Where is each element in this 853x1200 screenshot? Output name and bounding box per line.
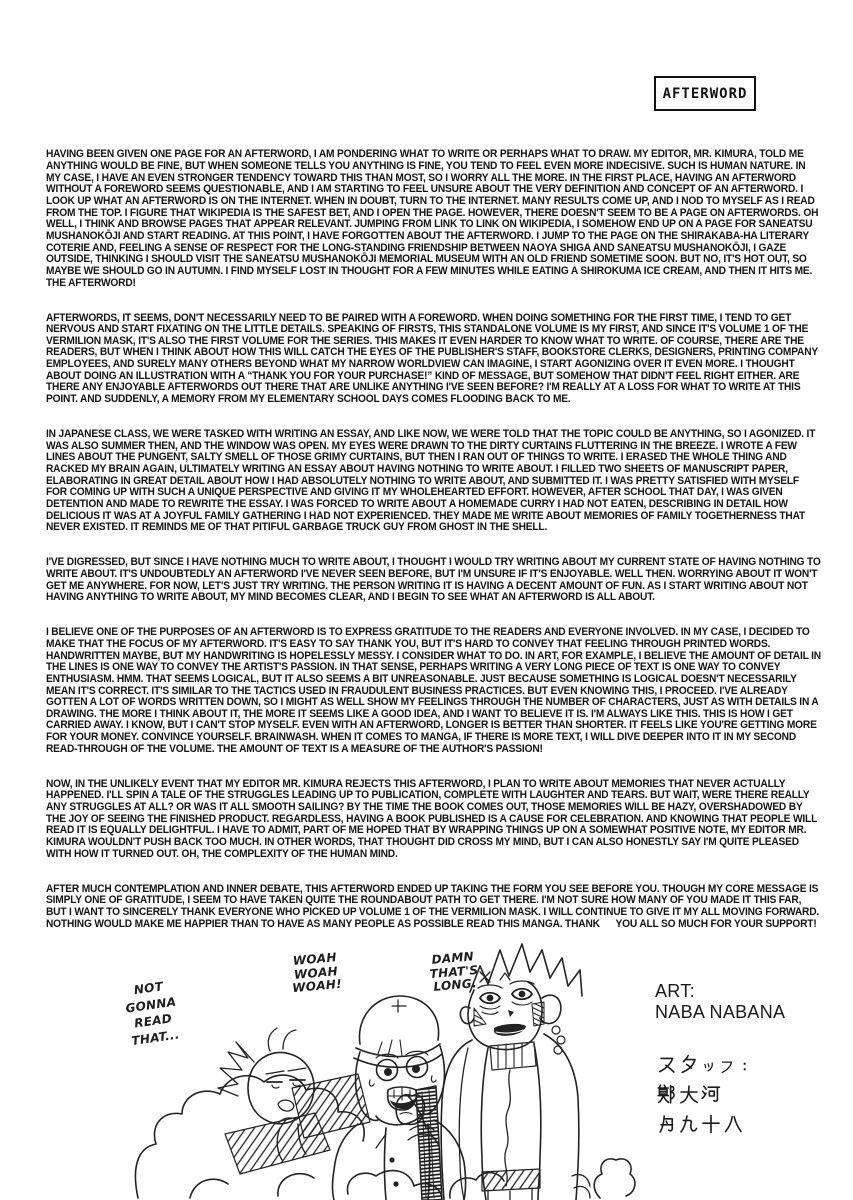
afterword-title: AFTERWORD [662,85,748,102]
kana-su [657,1054,677,1074]
staff-member-name [657,1084,753,1104]
reclining-character [218,1028,370,1174]
staff-credit [657,1054,753,1144]
speech-line: NOT [133,979,165,998]
kanji-dai [679,1084,699,1104]
kana-fu [719,1058,735,1074]
fullwidth-colon [737,1058,753,1074]
speech-line: THAT'S [429,962,479,981]
afterword-paragraph: IN JAPANESE CLASS, WE WERE TASKED WITH WRITING AN ESSAY, AND LIKE NOW, WE WERE TOLD THAT THE TOPIC COULD BE ANYTHING, SO I AGONIZED. IT WAS ALSO SUMMER THEN, AND THE WINDOW WAS OPEN. MY EYES WERE DRAWN TO THE DIRTY CURTAINS FLUTTERING IN THE BREEZE. I WROTE A FEW LINES ABOUT THE PUNGENT, SALTY SMELL OF THOSE GRIMY CURTAINS, BUT THEN I RAN OUT OF THINGS TO WRITE. I ERASED THE WHOLE THING AND RACKED MY BRAIN AGAIN, ULTIMATELY WRITING AN ESSAY ABOUT HAVING NOTHING TO WRITE ABOUT. I FILLED TWO SHEETS OF MANUSCRIPT PAPER, ELABORATING IN GREAT DETAIL ABOUT HOW I HAD ABSOLUTELY NOTHING TO WRITE ABOUT, AND SUBMITTED IT. I WAS PRETTY SATISFIED WITH MYSELF FOR COMING UP WITH SUCH A UNIQUE PERSPECTIVE AND GIVING IT MY WHOLEHEARTED EFFORT. HOWEVER, AFTER SCHOOL THAT DAY, I WAS GIVEN DETENTION AND MADE TO REWRITE THE ESSAY. I WAS FORCED TO WRITE ABOUT A HOMEMADE CURRY I HAD NOT EATEN, DESCRIBING IN DETAIL HOW DELICIOUS IT WAS AT A JOYFUL FAMILY GATHERING I HAD NOT EXPERIENCED. THEY MADE ME WRITE ABOUT MEMORIES OF FAMILY TOGETHERNESS THAT NEVER EXISTED. IT REMINDS ME OF THAT PITIFUL GARBAGE TRUCK GUY FROM GHOST IN THE SHELL. [46,428,818,534]
kanji-juu [701,1114,721,1134]
speech-line: DAMN [431,949,475,967]
speech-not-gonna-read [112,975,192,1050]
artist-name: NABA NABANA [655,1001,786,1022]
kanji-kawa [701,1084,721,1104]
art-label: ART: [655,981,695,1001]
kana-small-tsu [701,1058,717,1074]
kanji-tei [657,1084,677,1104]
speech-line: READ [133,1011,173,1031]
afterword-paragraph: NOW, IN THE UNLIKELY EVENT THAT MY EDITOR MR. KIMURA REJECTS THIS AFTERWORD, I PLAN TO WRITE ABOUT MEMORIES THAT NEVER ACTUALLY HAPPENED. I'LL SPIN A TALE OF THE STRUGGLES LEADING UP TO PUBLICATION, COMPLETE WITH LAUGHTER AND TEARS. BUT WAIT, WERE THERE REALLY ANY STRUGGLES AT ALL? OR WAS IT ALL SMOOTH SAILING? BY THE TIME THE BOOK COMES OUT, THOSE MEMORIES WILL BE HAZY, OVERSHADOWED BY THE JOY OF SEEING THE FINISHED PRODUCT. REGARDLESS, HAVING A BOOK PUBLISHED IS A CAUSE FOR CELEBRATION. AND KNOWING THAT PEOPLE WILL READ IT IS EQUALLY DELIGHTFUL. I HAVE TO ADMIT, PART OF ME HOPED THAT BY WRAPPING THINGS UP ON A SOMEWHAT POSITIVE NOTE, MY EDITOR MR. KIMURA WOULDN'T PUSH BACK TOO MUCH. IN OTHER WORDS, THAT THOUGHT DID CROSS MY MIND, BUT I CAN ALSO HONESTLY SAY I'M QUITE PLEASED WITH HOW IT TURNED OUT. OH, THE COMPLEXITY OF THE HUMAN MIND. [46,777,820,860]
kanji-tan [657,1114,677,1134]
afterword-body [46,126,824,954]
staff-member-name [657,1114,753,1134]
afterword-paragraph: AFTER MUCH CONTEMPLATION AND INNER DEBATE, THIS AFTERWORD ENDED UP TAKING THE FORM YOU SEE BEFORE YOU. THOUGH MY CORE MESSAGE IS SIMPLY ONE OF GRATITUDE, I SEEM TO HAVE TAKEN QUITE THE ROUNDABOUT PATH TO GET THERE. I'M NOT SURE HOW MANY OF YOU MADE IT THIS FAR, BUT I WANT TO SINCERELY THANK EVERYONE WHO PICKED UP VOLUME 1 OF THE VERMILION MASK. I WILL CONTINUE TO GIVE IT MY ALL MOVING FORWARD. NOTHING WOULD MAKE ME HAPPIER THAN TO HAVE AS MANY PEOPLE AS POSSIBLE READ THIS MANGA. THANK YOU ALL SO MUCH FOR YOUR SUPPORT! [46,882,822,930]
sketch-characters-drawing [130,938,640,1200]
art-credit [655,981,785,1022]
kanji-hachi [723,1114,743,1134]
speech-line: WOAH! [291,976,343,996]
afterword-paragraph: I'VE DIGRESSED, BUT SINCE I HAVE NOTHING MUCH TO WRITE ABOUT, I THOUGHT I WOULD TRY WRITING ABOUT MY CURRENT STATE OF HAVING NOTHING TO WRITE ABOUT. IT'S UNDOUBTEDLY AN AFTERWORD I'VE NEVER SEEN BEFORE, BUT I'M UNSURE IF IT'S ENJOYABLE. WELL THEN. WORRYING ABOUT IT WON'T GET ME ANYWHERE. FOR NOW, LET'S JUST TRY WRITING. THE PERSON WRITING IT IS HAVING A DECENT AMOUNT OF FUN. AS I START WRITING ABOUT NOT HAVING ANYTHING TO WRITE ABOUT, MY MIND BECOMES CLEAR, AND I BEGIN TO SEE WHAT AN AFTERWORD IS ALL ABOUT. [46,556,824,604]
afterword-title-box [654,76,756,111]
speech-line: GONNA [124,994,178,1016]
kana-ta [679,1054,699,1074]
speech-line: WOAH [293,963,339,982]
speech-line: LONG. [432,976,478,994]
speech-damn-thats-long [422,949,485,995]
bottom-illustration [0,938,853,1200]
afterword-paragraph: HAVING BEEN GIVEN ONE PAGE FOR AN AFTERWORD, I AM PONDERING WHAT TO WRITE OR PERHAPS WHAT TO DRAW. MY EDITOR, MR. KIMURA, TOLD ME ANYTHING WOULD BE FINE, BUT WHEN SOMEONE TELLS YOU ANYTHING IS FINE, YOU TEND TO FEEL EVEN MORE INDECISIVE. SUCH IS HUMAN NATURE. IN MY CASE, I HAVE AN EVEN STRONGER TENDENCY TOWARD THIS THAN MOST, SO I WORRY ALL THE MORE. IN THE FIRST PLACE, HAVING AN AFTERWORD WITHOUT A FOREWORD SEEMS QUESTIONABLE, AND I AM STARTING TO FEEL UNSURE ABOUT THE VERY DEFINITION AND CONCEPT OF AN AFTERWORD. I LOOK UP WHAT AN AFTERWORD IS ON THE INTERNET. WHEN IN DOUBT, TURN TO THE INTERNET. MANY RESULTS COME UP, AND I NOD TO MYSELF AS I READ FROM THE TOP. I FIGURE THAT WIKIPEDIA IS THE SAFEST BET, AND I OPEN THE PAGE. HOWEVER, THERE DOESN'T SEEM TO BE A PAGE ON AFTERWORDS. OH WELL, I THINK AND BROWSE PAGES THAT APPEAR RELEVANT. JUMPING FROM LINK TO LINK ON WIKIPEDIA, I SOMEHOW END UP ON A PAGE FOR SANEATSU MUSHANOKŌJI AND START READING. AT THIS POINT, I HAVE FORGOTTEN ABOUT THE AFTERWORD. I JUMP TO THE PAGE ON THE SHIRAKABA-HA LITERARY COTERIE AND, FEELING A SENSE OF RESPECT FOR THE LONG-STANDING FRIENDSHIP BETWEEN NAOYA SHIGA AND SANEATSU MUSHANOKŌJI, I GAZE OUTSIDE, THINKING I SHOULD VISIT THE SANEATSU MUSHANOKŌJI MEMORIAL MUSEUM WITH AN OLD FRIEND SOMETIME SOON. BUT NO, IT'S HOT OUT, SO MAYBE WE SHOULD GO IN AUTUMN. I FIND MYSELF LOST IN THOUGHT FOR A FEW MINUTES WHILE EATING A SHIROKUMA ICE CREAM, AND THEN IT HITS ME. THE AFTERWORD! [46,148,821,289]
staff-label [657,1054,753,1074]
kanji-kyuu [679,1114,699,1134]
speech-line: WOAH [292,950,338,968]
small-cloud [594,1159,635,1198]
afterword-paragraph: I BELIEVE ONE OF THE PURPOSES OF AN AFTERWORD IS TO EXPRESS GRATITUDE TO THE READERS AND EVERYONE INVOLVED. IN MY CASE, I DECIDED TO MAKE THAT THE FOCUS OF MY AFTERWORD. IT'S EASY TO SAY THANK YOU, BUT IT'S HARD TO CONVEY THAT FEELING THROUGH PRINTED WORDS. HANDWRITTEN MAYBE, BUT MY HANDWRITING IS HOPELESSLY MESSY. I CONSIDER WHAT TO DO. IN ART, FOR EXAMPLE, I BELIEVE THE AMOUNT OF DETAIL IN THE LINES IS ONE WAY TO CONVEY THE ARTIST'S PASSION. IN THAT SENSE, PERHAPS WRITING A VERY LONG PIECE OF TEXT IS ONE WAY TO CONVEY ENTHUSIASM. HMM. THAT SEEMS LOGICAL, BUT IT ALSO SEEMS A BIT UNREASONABLE. JUST BECAUSE SOMETHING IS LOGICAL DOESN'T NECESSARILY MEAN IT'S CORRECT. IT'S SIMILAR TO THE TACTICS USED IN FRAUDULENT BUSINESS PRACTICES. BUT EVEN KNOWING THIS, I PROCEED. I'VE ALREADY GOTTEN A LOT OF WORDS WRITTEN DOWN, SO I MIGHT AS WELL SHOW MY FEELINGS THROUGH THE NUMBER OF CHARACTERS, JUST AS WITH DETAILS IN A DRAWING. THE MORE I THINK ABOUT IT, THE MORE IT SEEMS LIKE A GOOD IDEA, AND I WANT TO BELIEVE IT IS. I'M ALWAYS LIKE THIS. THIS IS HOW I GET CARRIED AWAY. I KNOW, BUT I CAN'T STOP MYSELF. EVEN WITH AN AFTERWORD, LONGER IS BETTER THAN SHORTER. IT FEELS LIKE YOU'RE GETTING MORE FOR YOUR MONEY. CONVINCE YOURSELF. BRAINWASH. WHEN IT COMES TO MANGA, IF THERE IS MORE TEXT, I WILL DIVE DEEPER INTO IT IN MY SECOND READ-THROUGH OF THE VOLUME. THE AMOUNT OF TEXT IS A MEASURE OF THE AUTHOR'S PASSION! [46,626,824,755]
speech-line: THAT... [130,1026,181,1048]
afterword-paragraph: AFTERWORDS, IT SEEMS, DON'T NECESSARILY NEED TO BE PAIRED WITH A FOREWORD. WHEN DOING SOMETHING FOR THE FIRST TIME, I TEND TO GET NERVOUS AND START FIXATING ON THE LITTLE DETAILS. SPEAKING OF FIRSTS, THIS STANDALONE VOLUME IS MY FIRST, AND SINCE IT'S VOLUME 1 OF THE VERMILION MASK, IT'S ALSO THE FIRST VOLUME FOR THE SERIES. THIS MAKES IT EVEN HARDER TO KNOW WHAT TO WRITE. OF COURSE, THERE ARE THE READERS, BUT WHEN I THINK ABOUT HOW THIS WILL CATCH THE EYES OF THE PUBLISHER'S STAFF, BOOKSTORE CLERKS, DESIGNERS, PRINTING COMPANY EMPLOYEES, AND SURELY MANY OTHERS BEYOND WHAT MY NARROW WORLDVIEW CAN IMAGINE, I START AGONIZING OVER IT EVEN MORE. I THOUGHT ABOUT DOING AN ILLUSTRATION WITH A “THANK YOU FOR YOUR PURCHASE!” KIND OF MESSAGE, BUT SOMEHOW THAT DIDN'T FEEL RIGHT EITHER. ARE THERE ANY ENJOYABLE AFTERWORDS OUT THERE THAT ARE UNLIKE ANYTHING I'VE SEEN BEFORE? I'M REALLY AT A LOSS FOR WHAT TO WRITE AT THIS POINT. AND SUDDENLY, A MEMORY FROM MY ELEMENTARY SCHOOL DAYS COMES FLOODING BACK TO ME. [46,311,821,406]
speech-woah [286,951,345,996]
